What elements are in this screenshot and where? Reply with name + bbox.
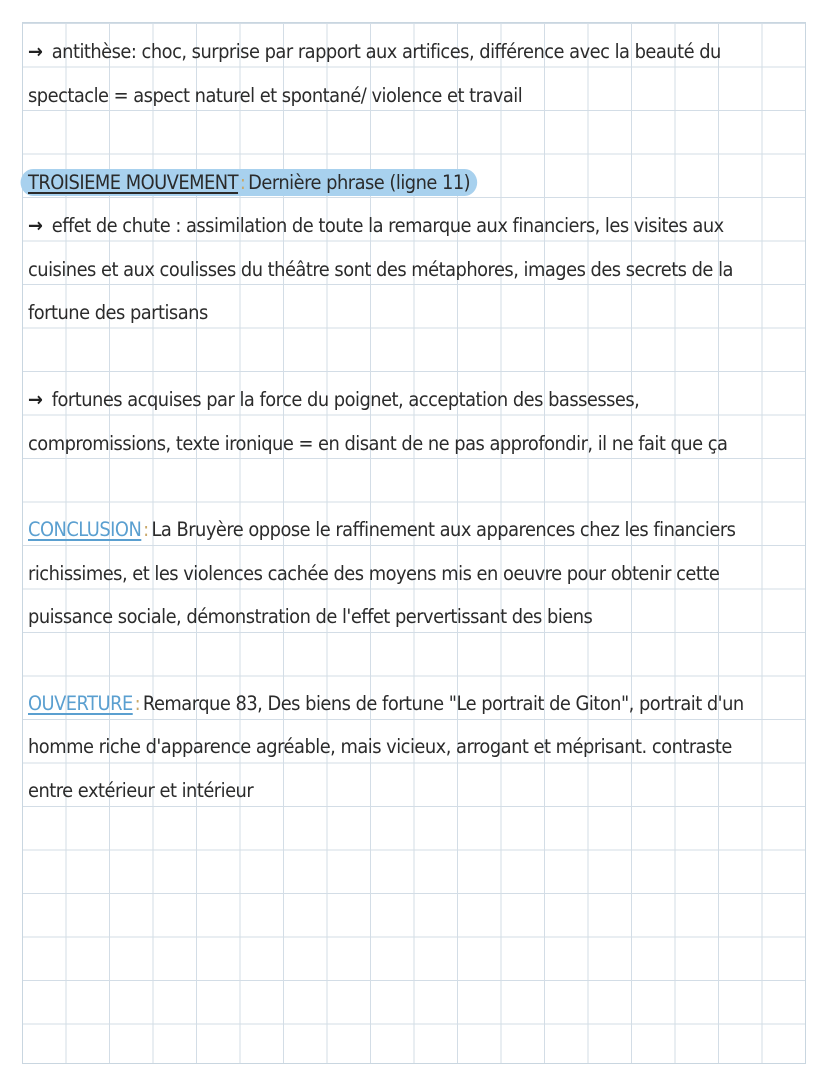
note-line [28, 778, 753, 804]
note-line [28, 257, 753, 283]
note-line [28, 561, 753, 587]
ouverture-heading: OUVERTURE [28, 692, 133, 715]
heading-highlight [21, 169, 478, 196]
note-line [28, 83, 753, 109]
conclusion-heading: CONCLUSION [28, 518, 142, 541]
note-text: antithèse: choc, surprise par rapport aux artifices, différence avec la beauté du [51, 40, 721, 63]
note-text: homme riche d'apparence agréable, mais vicieux, arrogant et méprisant. contraste [28, 735, 732, 758]
note-text: Remarque 83, Des biens de fortune "Le portrait de Giton", portrait d'un [142, 692, 744, 715]
note-line [28, 734, 753, 760]
note-text: fortune des partisans [28, 301, 208, 324]
note-text: La Bruyère oppose le raffinement aux apparences chez les financiers [151, 518, 736, 541]
colon-separator: : [239, 171, 246, 194]
note-text: puissance sociale, démonstration de l'effet pervertissant des biens [28, 605, 593, 628]
colon-separator: : [143, 518, 149, 541]
note-text: richissimes, et les violences cachée des moyens mis en oeuvre pour obtenir cette [28, 562, 720, 585]
note-line-antithese [28, 39, 753, 65]
heading-label: TROISIEME MOUVEMENT [28, 171, 239, 194]
section-ouverture [28, 691, 753, 717]
note-line [28, 300, 753, 326]
note-line [28, 431, 753, 457]
note-text: cuisines et aux coulisses du théâtre sont des métaphores, images des secrets de la [28, 258, 733, 281]
note-line-effet-de-chute [28, 213, 753, 239]
colon-separator: : [134, 692, 141, 715]
note-text: spectacle = aspect naturel et spontané/ violence et travail [28, 84, 523, 107]
section-conclusion [28, 517, 753, 543]
note-line-fortunes [28, 387, 753, 413]
arrow-icon: → [28, 214, 43, 237]
arrow-icon: → [28, 388, 43, 411]
note-text: effet de chute : assimilation de toute la remarque aux financiers, les visites aux [51, 214, 724, 237]
heading-subtitle: Dernière phrase (ligne 11) [248, 171, 471, 194]
section-heading-troisieme-mouvement [28, 170, 753, 196]
arrow-icon: → [28, 40, 43, 63]
note-text: fortunes acquises par la force du poignet, acceptation des bassesses, [51, 388, 640, 411]
note-line [28, 604, 753, 630]
note-text: entre extérieur et intérieur [28, 779, 254, 802]
note-text: compromissions, texte ironique = en disant de ne pas approfondir, il ne fait que ça [28, 432, 728, 455]
